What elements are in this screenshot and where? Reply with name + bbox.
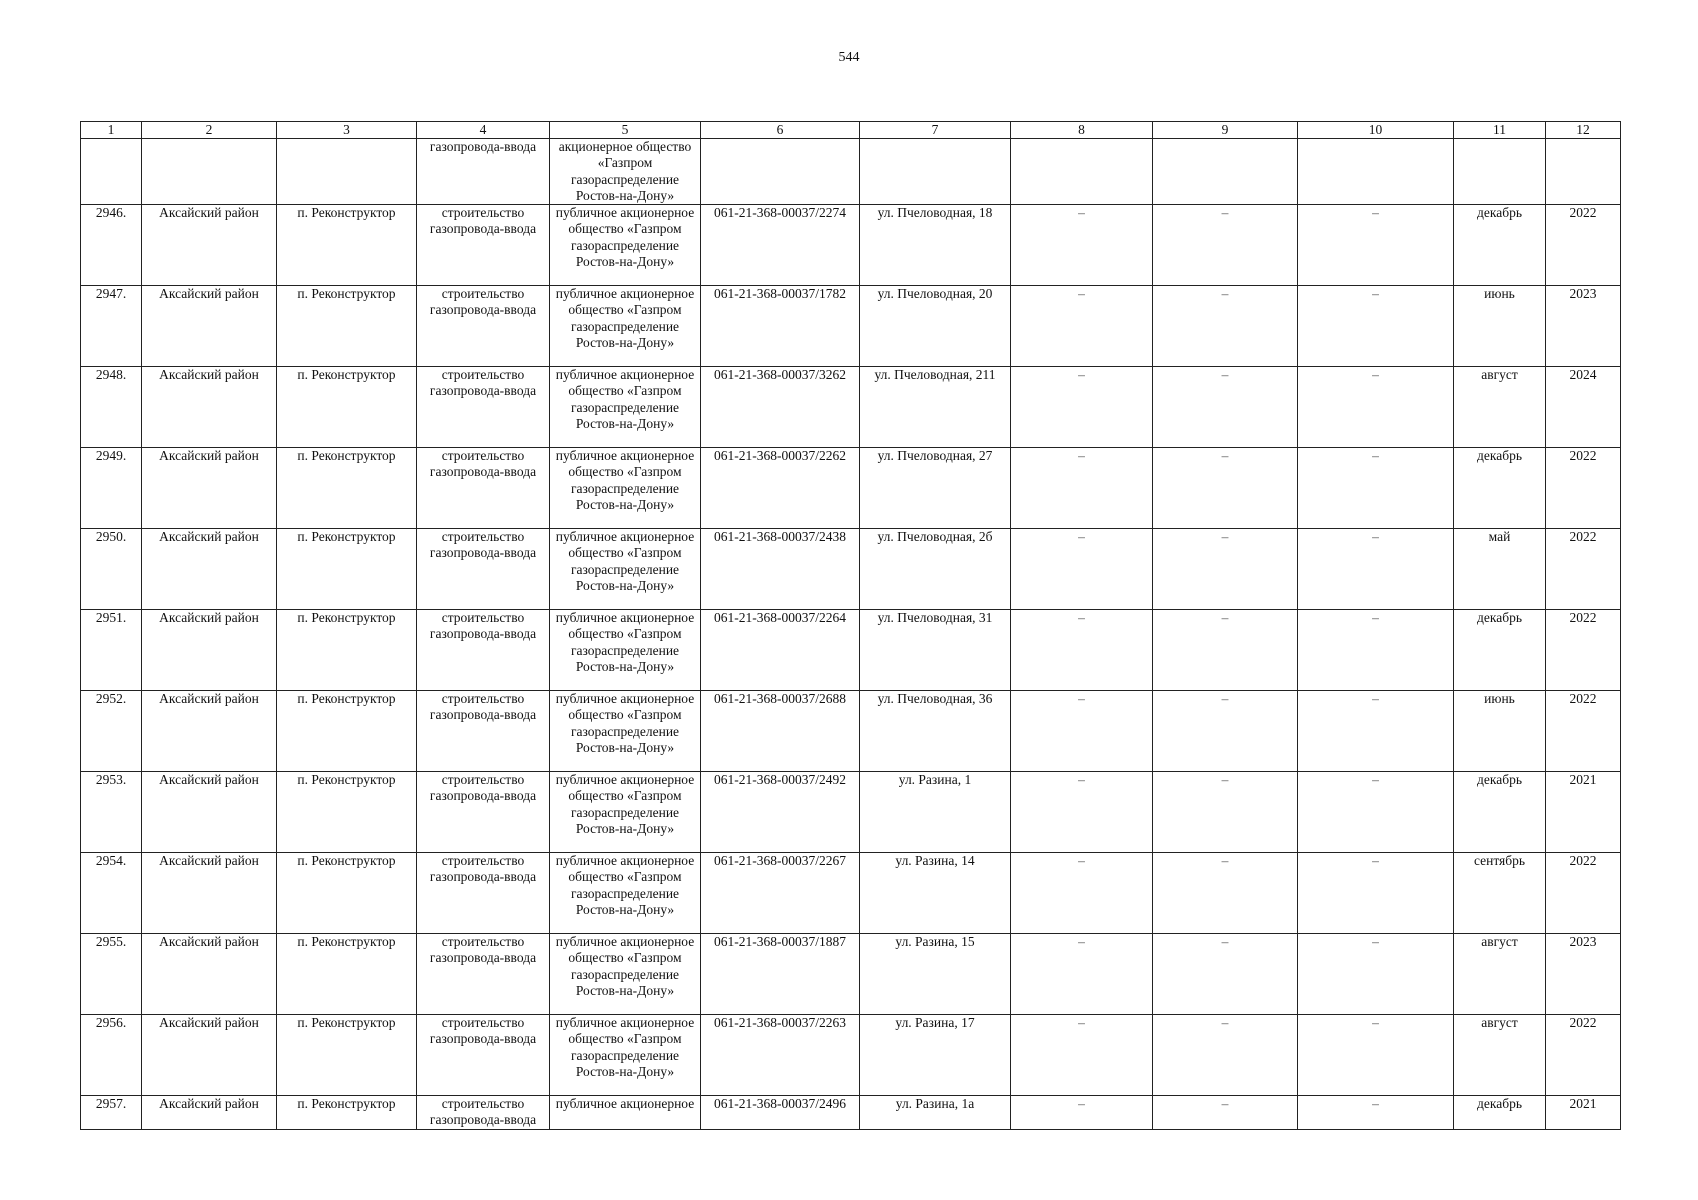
cell-col-9: – (1153, 691, 1298, 772)
cell-district: Аксайский район (142, 691, 277, 772)
cell-year: 2024 (1546, 367, 1621, 448)
cell-organization: публичное акционерное общество «Газпром газораспределение Ростов-на-Дону» (550, 448, 701, 529)
cell-row-number: 2956. (81, 1015, 142, 1096)
table-row (81, 367, 1621, 448)
table-row (81, 691, 1621, 772)
cell-empty (81, 139, 142, 205)
cell-organization: публичное акционерное общество «Газпром газораспределение Ростов-на-Дону» (550, 1015, 701, 1096)
column-number: 5 (550, 122, 701, 139)
table-row (81, 1096, 1621, 1130)
cell-object-code: 061-21-368-00037/2274 (701, 205, 860, 286)
cell-district: Аксайский район (142, 934, 277, 1015)
cell-row-number: 2951. (81, 610, 142, 691)
cell-col-10: – (1298, 448, 1454, 529)
table-row (81, 286, 1621, 367)
cell-year: 2023 (1546, 286, 1621, 367)
cell-object-code: 061-21-368-00037/2496 (701, 1096, 860, 1130)
cell-district: Аксайский район (142, 367, 277, 448)
cell-month: сентябрь (1454, 853, 1546, 934)
cell-row-number: 2949. (81, 448, 142, 529)
cell-col-9: – (1153, 1015, 1298, 1096)
column-number: 1 (81, 122, 142, 139)
column-number: 10 (1298, 122, 1454, 139)
column-number: 4 (417, 122, 550, 139)
cell-work-type: строительство газопровода-ввода (417, 772, 550, 853)
cell-district: Аксайский район (142, 448, 277, 529)
cell-col-10: – (1298, 1015, 1454, 1096)
cell-district: Аксайский район (142, 286, 277, 367)
cell-empty (1011, 139, 1153, 205)
cell-organization: публичное акционерное общество «Газпром газораспределение Ростов-на-Дону» (550, 853, 701, 934)
cell-col-9: – (1153, 772, 1298, 853)
cell-settlement: п. Реконструктор (277, 772, 417, 853)
cell-month: август (1454, 367, 1546, 448)
cell-col-8: – (1011, 448, 1153, 529)
cell-settlement: п. Реконструктор (277, 286, 417, 367)
cell-col-10: – (1298, 934, 1454, 1015)
cell-month: июнь (1454, 691, 1546, 772)
cell-row-number: 2948. (81, 367, 142, 448)
column-number: 2 (142, 122, 277, 139)
column-number: 9 (1153, 122, 1298, 139)
cell-col-9: – (1153, 529, 1298, 610)
cell-month: август (1454, 1015, 1546, 1096)
cell-col-8: – (1011, 1096, 1153, 1130)
cell-organization: публичное акционерное общество «Газпром газораспределение Ростов-на-Дону» (550, 367, 701, 448)
table-row (81, 934, 1621, 1015)
cell-year: 2023 (1546, 934, 1621, 1015)
cell-year: 2022 (1546, 205, 1621, 286)
cell-col-8: – (1011, 772, 1153, 853)
cell-work-type: строительство газопровода-ввода (417, 1096, 550, 1130)
cell-col-10: – (1298, 367, 1454, 448)
cell-month: декабрь (1454, 1096, 1546, 1130)
cell-organization: публичное акционерное общество «Газпром газораспределение Ростов-на-Дону» (550, 529, 701, 610)
cell-col-9: – (1153, 934, 1298, 1015)
cell-settlement: п. Реконструктор (277, 610, 417, 691)
column-number-row (81, 122, 1621, 139)
cell-work-type: строительство газопровода-ввода (417, 691, 550, 772)
cell-settlement: п. Реконструктор (277, 1015, 417, 1096)
cell-district: Аксайский район (142, 610, 277, 691)
cell-month: декабрь (1454, 205, 1546, 286)
cell-empty (1454, 139, 1546, 205)
cell-work-type: строительство газопровода-ввода (417, 367, 550, 448)
cell-empty (1298, 139, 1454, 205)
cell-object-code: 061-21-368-00037/2262 (701, 448, 860, 529)
cell-year: 2022 (1546, 529, 1621, 610)
cell-col-10: – (1298, 691, 1454, 772)
cell-work-type: строительство газопровода-ввода (417, 205, 550, 286)
cell-year: 2021 (1546, 772, 1621, 853)
cell-month: август (1454, 934, 1546, 1015)
cell-organization: публичное акционерное общество «Газпром газораспределение Ростов-на-Дону» (550, 286, 701, 367)
cell-col-8: – (1011, 529, 1153, 610)
cell-col-8: – (1011, 205, 1153, 286)
registry-table (80, 121, 1621, 1130)
cell-col-9: – (1153, 610, 1298, 691)
cell-object-code: 061-21-368-00037/2263 (701, 1015, 860, 1096)
cell-month: май (1454, 529, 1546, 610)
cell-address: ул. Разина, 1 (860, 772, 1011, 853)
cell-col-9: – (1153, 853, 1298, 934)
cell-object-code: 061-21-368-00037/2264 (701, 610, 860, 691)
cell-address: ул. Пчеловодная, 27 (860, 448, 1011, 529)
cell-empty (1153, 139, 1298, 205)
page-number: 544 (838, 50, 860, 65)
cell-col-9: – (1153, 367, 1298, 448)
cell-col-8: – (1011, 367, 1153, 448)
cell-col-8: – (1011, 691, 1153, 772)
column-number: 12 (1546, 122, 1621, 139)
cell-row-number: 2950. (81, 529, 142, 610)
cell-col-9: – (1153, 286, 1298, 367)
cell-object-code: 061-21-368-00037/1887 (701, 934, 860, 1015)
cell-address: ул. Пчеловодная, 20 (860, 286, 1011, 367)
cell-object-code: 061-21-368-00037/1782 (701, 286, 860, 367)
table-row (81, 448, 1621, 529)
cell-year: 2022 (1546, 448, 1621, 529)
cell-col-8: – (1011, 1015, 1153, 1096)
cell-work-type: строительство газопровода-ввода (417, 853, 550, 934)
column-number: 7 (860, 122, 1011, 139)
cell-organization: публичное акционерное общество «Газпром газораспределение Ростов-на-Дону» (550, 205, 701, 286)
cell-year: 2022 (1546, 1015, 1621, 1096)
cell-settlement: п. Реконструктор (277, 529, 417, 610)
cell-year: 2022 (1546, 691, 1621, 772)
cell-district: Аксайский район (142, 529, 277, 610)
cell-col-10: – (1298, 1096, 1454, 1130)
cell-organization: публичное акционерное общество «Газпром газораспределение Ростов-на-Дону» (550, 691, 701, 772)
cell-address: ул. Разина, 17 (860, 1015, 1011, 1096)
cell-month: декабрь (1454, 772, 1546, 853)
cell-object-code: 061-21-368-00037/2267 (701, 853, 860, 934)
table-row (81, 1015, 1621, 1096)
cell-row-number: 2954. (81, 853, 142, 934)
column-number: 3 (277, 122, 417, 139)
cell-object-code: 061-21-368-00037/2688 (701, 691, 860, 772)
cell-col-10: – (1298, 853, 1454, 934)
table-row (81, 853, 1621, 934)
cell-col-10: – (1298, 610, 1454, 691)
cell-col-10: – (1298, 529, 1454, 610)
cell-settlement: п. Реконструктор (277, 367, 417, 448)
cell-settlement: п. Реконструктор (277, 448, 417, 529)
cell-col-9: – (1153, 448, 1298, 529)
cell-col-10: – (1298, 286, 1454, 367)
cell-work-type: строительство газопровода-ввода (417, 934, 550, 1015)
cell-col-8: – (1011, 934, 1153, 1015)
cell-address: ул. Пчеловодная, 2б (860, 529, 1011, 610)
table-row (81, 610, 1621, 691)
cell-address: ул. Пчеловодная, 18 (860, 205, 1011, 286)
cell-district: Аксайский район (142, 1096, 277, 1130)
cell-district: Аксайский район (142, 205, 277, 286)
cell-organization: публичное акционерное общество «Газпром газораспределение Ростов-на-Дону» (550, 772, 701, 853)
cell-object-code: 061-21-368-00037/2492 (701, 772, 860, 853)
cell-address: ул. Пчеловодная, 36 (860, 691, 1011, 772)
cell-work-type: строительство газопровода-ввода (417, 610, 550, 691)
cell-year: 2021 (1546, 1096, 1621, 1130)
cell-work-type: строительство газопровода-ввода (417, 286, 550, 367)
cell-address: ул. Разина, 14 (860, 853, 1011, 934)
cell-settlement: п. Реконструктор (277, 205, 417, 286)
cell-address: ул. Разина, 15 (860, 934, 1011, 1015)
table-row (81, 772, 1621, 853)
column-number: 6 (701, 122, 860, 139)
cell-row-number: 2952. (81, 691, 142, 772)
cell-row-number: 2957. (81, 1096, 142, 1130)
cell-organization: публичное акционерное общество «Газпром газораспределение Ростов-на-Дону» (550, 610, 701, 691)
cell-district: Аксайский район (142, 772, 277, 853)
table-row (81, 205, 1621, 286)
cell-month: июнь (1454, 286, 1546, 367)
cell-row-number: 2947. (81, 286, 142, 367)
cell-empty (860, 139, 1011, 205)
cell-col-9: – (1153, 205, 1298, 286)
cell-settlement: п. Реконструктор (277, 1096, 417, 1130)
cell-empty (701, 139, 860, 205)
cell-object-code: 061-21-368-00037/2438 (701, 529, 860, 610)
cell-row-number: 2955. (81, 934, 142, 1015)
cell-month: декабрь (1454, 448, 1546, 529)
cell-col-9: – (1153, 1096, 1298, 1130)
cell-year: 2022 (1546, 853, 1621, 934)
cell-col-10: – (1298, 772, 1454, 853)
cell-month: декабрь (1454, 610, 1546, 691)
cell-col-8: – (1011, 610, 1153, 691)
cell-settlement: п. Реконструктор (277, 934, 417, 1015)
cell-row-number: 2953. (81, 772, 142, 853)
cell-address: ул. Разина, 1а (860, 1096, 1011, 1130)
cell-col-8: – (1011, 853, 1153, 934)
cell-col-8: – (1011, 286, 1153, 367)
column-number: 8 (1011, 122, 1153, 139)
cell-work-type: строительство газопровода-ввода (417, 529, 550, 610)
cell-settlement: п. Реконструктор (277, 853, 417, 934)
cell-settlement: п. Реконструктор (277, 691, 417, 772)
cell-organization: публичное акционерное общество «Газпром газораспределение Ростов-на-Дону» (550, 934, 701, 1015)
cell-organization: публичное акционерное (550, 1096, 701, 1130)
cell-organization: акционерное общество «Газпром газораспределение Ростов-на-Дону» (550, 139, 701, 205)
cell-work-type: строительство газопровода-ввода (417, 448, 550, 529)
cell-year: 2022 (1546, 610, 1621, 691)
continuation-row (81, 139, 1621, 205)
cell-empty (277, 139, 417, 205)
cell-row-number: 2946. (81, 205, 142, 286)
cell-work-type: газопровода-ввода (417, 139, 550, 205)
cell-object-code: 061-21-368-00037/3262 (701, 367, 860, 448)
cell-col-10: – (1298, 205, 1454, 286)
cell-district: Аксайский район (142, 1015, 277, 1096)
cell-address: ул. Пчеловодная, 211 (860, 367, 1011, 448)
column-number: 11 (1454, 122, 1546, 139)
cell-address: ул. Пчеловодная, 31 (860, 610, 1011, 691)
table-row (81, 529, 1621, 610)
cell-empty (142, 139, 277, 205)
cell-empty (1546, 139, 1621, 205)
cell-work-type: строительство газопровода-ввода (417, 1015, 550, 1096)
cell-district: Аксайский район (142, 853, 277, 934)
